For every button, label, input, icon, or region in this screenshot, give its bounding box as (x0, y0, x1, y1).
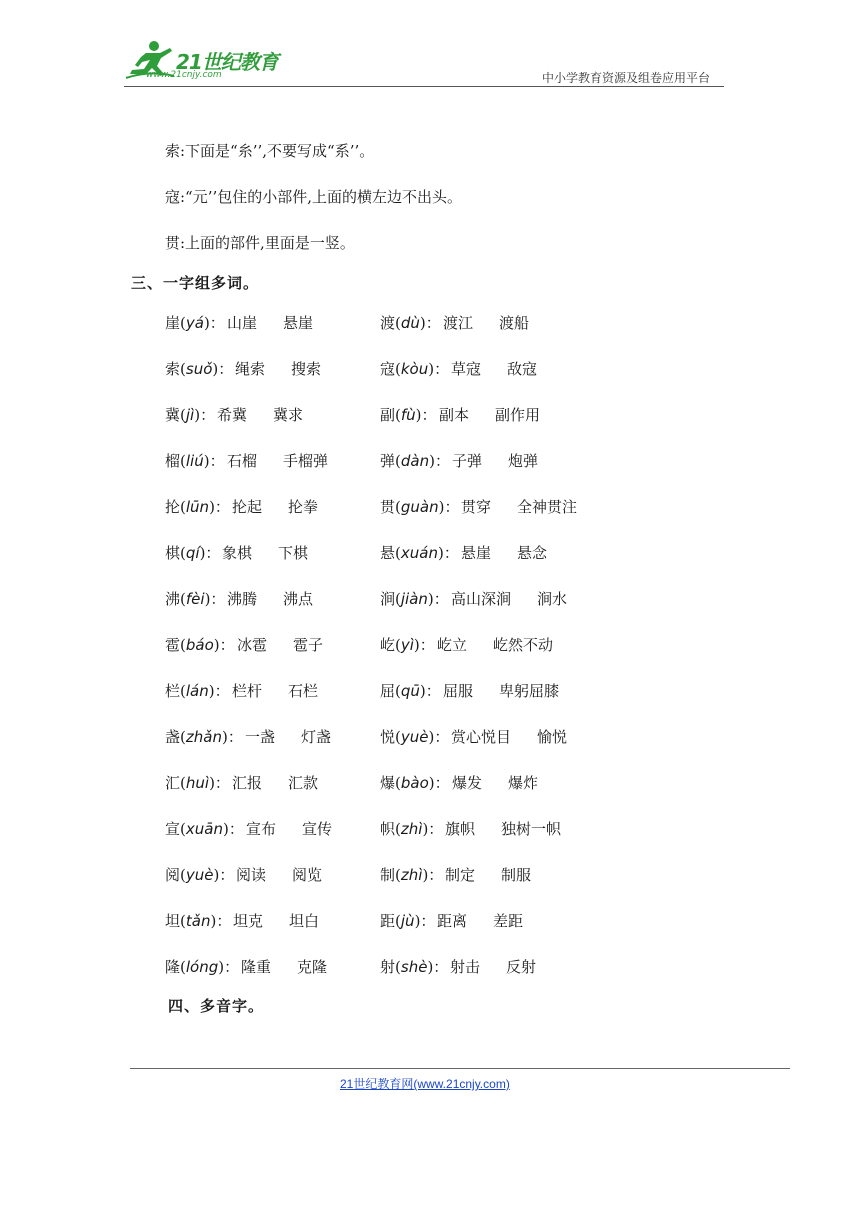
paren: ( (395, 590, 401, 608)
paren: )： (429, 452, 450, 470)
paren: )： (203, 452, 225, 470)
paren: ( (395, 314, 401, 332)
character-pinyin (380, 358, 449, 379)
character: 棋 (165, 544, 181, 562)
word: 坦克 (233, 912, 264, 930)
pinyin: lūn (185, 498, 210, 516)
pinyin: dàn (400, 452, 430, 470)
character: 屈 (380, 682, 396, 700)
word: 克隆 (297, 958, 328, 976)
paren: ( (180, 498, 186, 516)
word: 炮弹 (508, 452, 539, 470)
paren: )： (428, 774, 450, 792)
character-pinyin (380, 864, 443, 885)
header-divider (124, 86, 724, 87)
character-pinyin (380, 726, 449, 747)
paren: )： (415, 406, 437, 424)
paren: )： (414, 912, 436, 930)
pinyin: dù (400, 314, 420, 332)
paren: ( (180, 452, 186, 470)
pinyin: tǎn (185, 912, 211, 930)
character: 弹 (380, 452, 396, 470)
character: 盏 (165, 728, 181, 746)
paren: ( (395, 360, 401, 378)
paren: )： (213, 866, 235, 884)
pinyin: yuè (400, 728, 429, 746)
paren: )： (419, 682, 441, 700)
character: 沸 (165, 590, 181, 608)
paren: ( (180, 544, 186, 562)
character-pinyin (380, 910, 435, 931)
character: 榴 (165, 452, 181, 470)
paren: )： (209, 774, 230, 792)
character: 射 (380, 958, 396, 976)
character: 涧 (380, 590, 396, 608)
paren: ( (180, 728, 186, 746)
character-pinyin (165, 680, 230, 701)
word: 下棋 (278, 544, 309, 562)
paren: ( (395, 912, 401, 930)
word: 栏杆 (232, 682, 263, 700)
paren: )： (428, 360, 450, 378)
word: 石榴 (227, 452, 258, 470)
character: 爆 (380, 774, 396, 792)
character: 屹 (380, 636, 396, 654)
word: 雹子 (293, 636, 324, 654)
character-pinyin (165, 772, 230, 793)
word: 屹然不动 (493, 636, 554, 654)
character-pinyin (165, 818, 244, 839)
word: 宣传 (302, 820, 333, 838)
paren: )： (438, 498, 460, 516)
character: 距 (380, 912, 396, 930)
pinyin: xuán (400, 544, 438, 562)
word: 草寇 (451, 360, 482, 378)
character: 雹 (165, 636, 181, 654)
word: 坦白 (289, 912, 320, 930)
pinyin: guàn (400, 498, 439, 516)
paren: ( (180, 866, 186, 884)
paren: ( (395, 958, 401, 976)
section-heading: 三、一字组多词。 (131, 274, 260, 292)
paren: ( (395, 820, 401, 838)
character-pinyin (165, 588, 225, 609)
word: 冀求 (273, 406, 304, 424)
word: 副本 (439, 406, 470, 424)
paren: ( (180, 774, 186, 792)
character: 阅 (165, 866, 181, 884)
section-heading: 四、多音字。 (168, 997, 265, 1015)
pinyin: jiàn (400, 590, 428, 608)
character: 贯 (380, 498, 396, 516)
pinyin: fù (400, 406, 416, 424)
word: 独树一帜 (501, 820, 562, 838)
character-pinyin (165, 956, 239, 977)
paren: )： (194, 406, 216, 424)
note-line: 贯:上面的部件,里面是一竖。 (165, 234, 355, 252)
character-pinyin (165, 634, 235, 655)
pinyin: kòu (400, 360, 429, 378)
paren: )： (204, 590, 226, 608)
footer-divider (130, 1068, 790, 1069)
pinyin: yì (400, 636, 414, 654)
paren: )： (221, 728, 243, 746)
paren: ( (395, 728, 401, 746)
character-pinyin (165, 910, 231, 931)
character: 冀 (165, 406, 181, 424)
character-pinyin (165, 496, 230, 517)
paren: )： (199, 544, 221, 562)
pinyin: jì (185, 406, 195, 424)
word: 悬崖 (283, 314, 314, 332)
paren: ( (180, 682, 186, 700)
character: 栏 (165, 682, 181, 700)
word: 阅读 (236, 866, 267, 884)
character-pinyin (380, 772, 450, 793)
word: 手榴弹 (283, 452, 329, 470)
paren: ( (180, 912, 186, 930)
word: 屈服 (443, 682, 474, 700)
word: 爆发 (452, 774, 483, 792)
word: 希冀 (217, 406, 248, 424)
paren: ( (180, 636, 186, 654)
word: 渡船 (499, 314, 530, 332)
character: 帜 (380, 820, 396, 838)
paren: )： (208, 682, 230, 700)
character: 抡 (165, 498, 181, 516)
word: 敌寇 (507, 360, 538, 378)
word: 爆炸 (508, 774, 539, 792)
word: 差距 (493, 912, 524, 930)
paren: ( (395, 544, 401, 562)
pinyin: yuè (185, 866, 214, 884)
word: 屹立 (437, 636, 468, 654)
character-pinyin (380, 404, 437, 425)
character: 汇 (165, 774, 181, 792)
pinyin: shè (400, 958, 428, 976)
pinyin: zhì (400, 866, 423, 884)
pinyin: lán (185, 682, 209, 700)
pinyin: zhǎn (185, 728, 222, 746)
paren: ( (180, 406, 186, 424)
platform-label: 中小学教育资源及组卷应用平台 (542, 71, 711, 85)
word: 渡江 (443, 314, 474, 332)
paren: ( (395, 774, 401, 792)
note-line: 索:下面是“糸’’,不要写成“系’’。 (165, 142, 375, 160)
word: 隆重 (241, 958, 272, 976)
paren: )： (210, 912, 232, 930)
character: 悬 (380, 544, 396, 562)
paren: )： (222, 820, 244, 838)
footer-link[interactable]: 21世纪教育网(www.21cnjy.com) (340, 1077, 510, 1091)
word: 射击 (450, 958, 481, 976)
pinyin: jù (400, 912, 415, 930)
word: 搜索 (291, 360, 322, 378)
word: 涧水 (537, 590, 568, 608)
word: 副作用 (495, 406, 541, 424)
paren: )： (203, 314, 225, 332)
pinyin: zhì (400, 820, 423, 838)
paren: )： (413, 636, 435, 654)
word: 贯穿 (461, 498, 492, 516)
paren: ( (180, 590, 186, 608)
pinyin: fèi (185, 590, 205, 608)
word: 宣布 (246, 820, 277, 838)
word: 制服 (501, 866, 532, 884)
word: 抡拳 (288, 498, 319, 516)
site-logo (124, 40, 294, 86)
paren: )： (218, 958, 240, 976)
logo-url: www.21cnjy.com (146, 70, 222, 80)
paren: )： (427, 590, 449, 608)
word: 全神贯注 (517, 498, 578, 516)
character-pinyin (380, 634, 435, 655)
paren: )： (427, 958, 449, 976)
word: 卑躬屈膝 (499, 682, 560, 700)
character-pinyin (165, 312, 225, 333)
paren: ( (180, 820, 186, 838)
word: 沸点 (283, 590, 314, 608)
word: 山崖 (227, 314, 258, 332)
word: 冰雹 (237, 636, 268, 654)
character-pinyin (380, 956, 448, 977)
word: 高山深涧 (451, 590, 512, 608)
character-pinyin (380, 496, 459, 517)
word: 汇报 (232, 774, 263, 792)
word: 阅览 (292, 866, 323, 884)
word: 汇款 (288, 774, 319, 792)
paren: )： (428, 728, 450, 746)
character-pinyin (165, 404, 215, 425)
word: 悬念 (517, 544, 548, 562)
character-pinyin (165, 358, 233, 379)
word: 象棋 (222, 544, 253, 562)
paren: )： (209, 498, 230, 516)
paren: )： (437, 544, 459, 562)
paren: ( (395, 406, 401, 424)
character-pinyin (380, 450, 450, 471)
character: 渡 (380, 314, 396, 332)
logo-text: 21世纪教育 (176, 50, 278, 74)
pinyin: bào (400, 774, 429, 792)
character: 隆 (165, 958, 181, 976)
pinyin: liú (185, 452, 204, 470)
paren: ( (180, 314, 186, 332)
pinyin: xuān (185, 820, 223, 838)
word: 石栏 (288, 682, 319, 700)
word: 悬崖 (461, 544, 492, 562)
character: 副 (380, 406, 396, 424)
paren: )： (213, 636, 235, 654)
character-pinyin (380, 818, 443, 839)
character-pinyin (380, 312, 441, 333)
word: 距离 (437, 912, 468, 930)
word: 沸腾 (227, 590, 258, 608)
paren: )： (419, 314, 441, 332)
paren: )： (212, 360, 234, 378)
pinyin: qí (185, 544, 200, 562)
word: 赏心悦目 (451, 728, 512, 746)
note-line: 寇:“元’’包住的小部件,上面的横左边不出头。 (165, 188, 463, 206)
pinyin: yá (185, 314, 204, 332)
character-pinyin (380, 542, 459, 563)
character-pinyin (165, 450, 225, 471)
character-pinyin (380, 588, 449, 609)
character-pinyin (165, 726, 243, 747)
pinyin: báo (185, 636, 214, 654)
character: 坦 (165, 912, 181, 930)
paren: ( (395, 636, 401, 654)
paren: ( (395, 452, 401, 470)
paren: ( (180, 958, 186, 976)
pinyin: lóng (185, 958, 219, 976)
character-pinyin (380, 680, 441, 701)
character-pinyin (165, 542, 220, 563)
word: 子弹 (452, 452, 483, 470)
paren: ( (395, 498, 401, 516)
word: 抡起 (232, 498, 263, 516)
word: 反射 (506, 958, 537, 976)
character: 宣 (165, 820, 181, 838)
word: 灯盏 (301, 728, 332, 746)
word: 制定 (445, 866, 476, 884)
character: 寇 (380, 360, 396, 378)
paren: ( (180, 360, 186, 378)
paren: )： (422, 866, 444, 884)
word: 愉悦 (537, 728, 568, 746)
pinyin: suǒ (185, 360, 213, 378)
character: 索 (165, 360, 181, 378)
word: 一盏 (245, 728, 276, 746)
paren: ( (395, 866, 401, 884)
paren: )： (422, 820, 444, 838)
pinyin: qū (400, 682, 420, 700)
word: 绳索 (235, 360, 266, 378)
character: 崖 (165, 314, 181, 332)
character-pinyin (165, 864, 234, 885)
paren: ( (395, 682, 401, 700)
word: 旗帜 (445, 820, 476, 838)
pinyin: huì (185, 774, 210, 792)
character: 悦 (380, 728, 396, 746)
character: 制 (380, 866, 396, 884)
